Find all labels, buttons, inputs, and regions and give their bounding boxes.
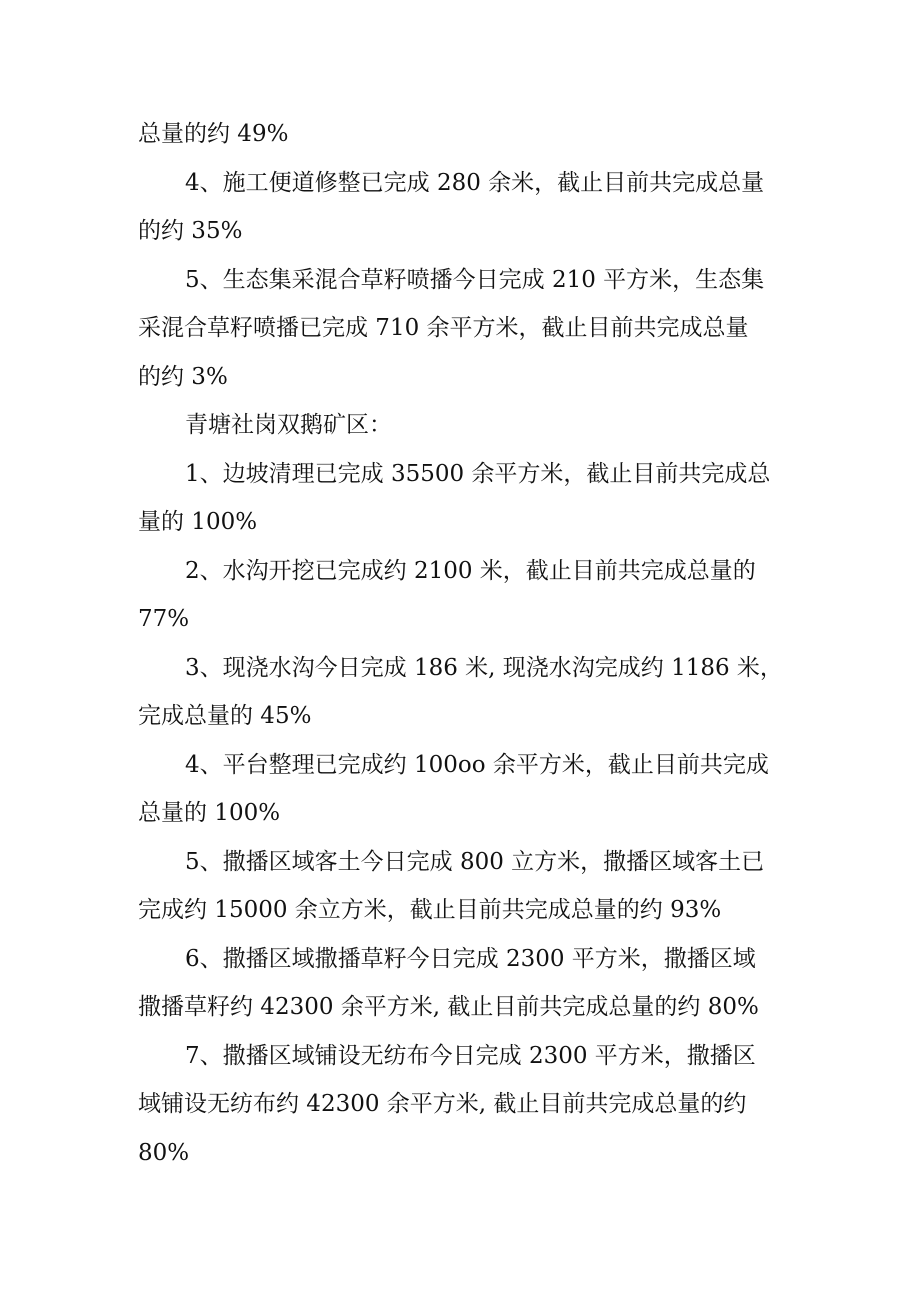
text-line: 采混合草籽喷播已完成 710 余平方米，截止目前共完成总量 xyxy=(138,315,749,341)
text-line: 5、撒播区域客土今日完成 800 立方米，撒播区域客土已 xyxy=(185,848,765,875)
text-line: 完成约 15000 余立方米，截止目前共完成总量的约 93% xyxy=(138,897,722,923)
text-line: 80% xyxy=(138,1139,190,1166)
text-line: 3、现浇水沟今日完成 186 米, 现浇水沟完成约 1186 米， xyxy=(185,654,783,681)
text-line: 2、水沟开挖已完成约 2100 米，截止目前共完成总量的 xyxy=(185,557,756,584)
text-line: 1、边坡清理已完成 35500 余平方米，截止目前共完成总 xyxy=(185,460,771,487)
text-line: 的约 35% xyxy=(138,218,243,244)
text-line: 4、平台整理已完成约 100oo 余平方米，截止目前共完成 xyxy=(185,751,769,778)
text-line: 域铺设无纺布约 42300 余平方米, 截止目前共完成总量的约 xyxy=(138,1091,747,1117)
document-body xyxy=(138,110,790,1177)
text-line: 的约 3% xyxy=(138,363,228,390)
text-line: 量的 100% xyxy=(138,509,258,535)
text-line: 5、生态集采混合草籽喷播今日完成 210 平方米，生态集 xyxy=(185,266,765,293)
text-line: 总量的 100% xyxy=(138,800,281,826)
text-line: 4、施工便道修整已完成 280 余米，截止目前共完成总量 xyxy=(185,169,765,196)
text-line: 撒播草籽约 42300 余平方米, 截止目前共完成总量的约 80% xyxy=(138,994,759,1020)
text-line: 6、撒播区域撒播草籽今日完成 2300 平方米，撒播区域 xyxy=(185,945,756,972)
section-heading: 青塘社岗双鹅矿区： xyxy=(185,412,392,438)
text-line: 7、撒播区域铺设无纺布今日完成 2300 平方米，撒播区 xyxy=(185,1042,756,1069)
text-line: 77% xyxy=(138,606,190,632)
text-line: 总量的约 49% xyxy=(138,121,289,147)
text-line: 完成总量的 45% xyxy=(138,703,312,729)
